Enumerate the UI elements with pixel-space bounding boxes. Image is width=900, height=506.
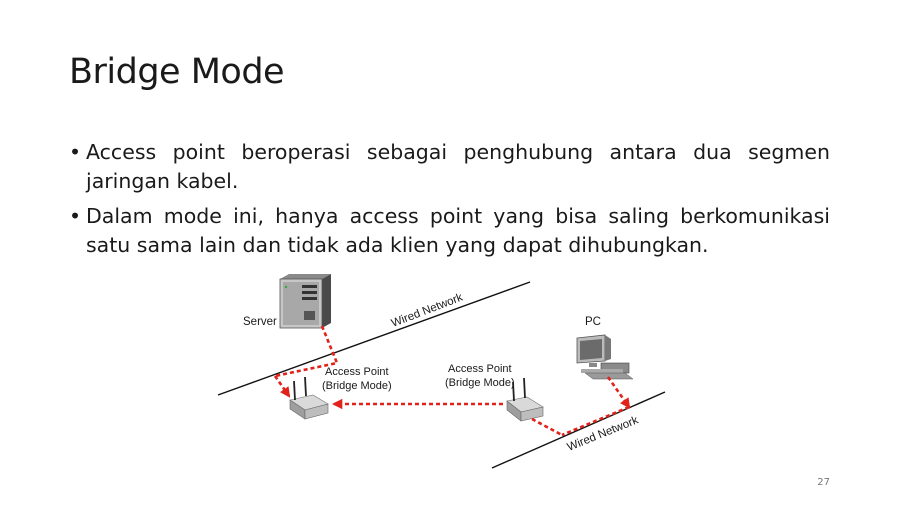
bullet-list [66, 138, 830, 266]
ap-left-sublabel: (Bridge Mode) [322, 380, 392, 392]
wired-network-top-label: Wired Network [389, 291, 465, 330]
arrow-to-left-ap [275, 376, 289, 396]
ap-right-sublabel: (Bridge Mode) [445, 377, 515, 389]
pc-computer-icon [577, 335, 633, 379]
bullet-item [66, 202, 830, 260]
bullet-dot: • [69, 204, 82, 228]
arrow-pc-to-wired [608, 377, 629, 407]
bullet-item [66, 138, 830, 196]
slide-title: Bridge Mode [69, 52, 285, 92]
pc-label: PC [585, 316, 601, 328]
wired-network-bottom-label: Wired Network [565, 414, 641, 454]
bullet-text: Access point beroperasi sebagai penghubung antara dua segmen jaringan kabel. [86, 140, 830, 193]
server-tower-icon [280, 274, 331, 328]
server-label: Server [243, 316, 277, 328]
bullet-text: Dalam mode ini, hanya access point yang bisa saling berkomunikasi satu sama lain dan tidak ada klien yang dapat dihubungkan. [86, 204, 830, 257]
ap-left-label: Access Point [325, 366, 389, 378]
bridge-mode-diagram [205, 265, 685, 475]
ap-right-label: Access Point [448, 363, 512, 375]
page-number: 27 [817, 477, 830, 488]
arrow-right-ap-to-wired [532, 419, 562, 435]
bullet-dot: • [69, 140, 82, 164]
